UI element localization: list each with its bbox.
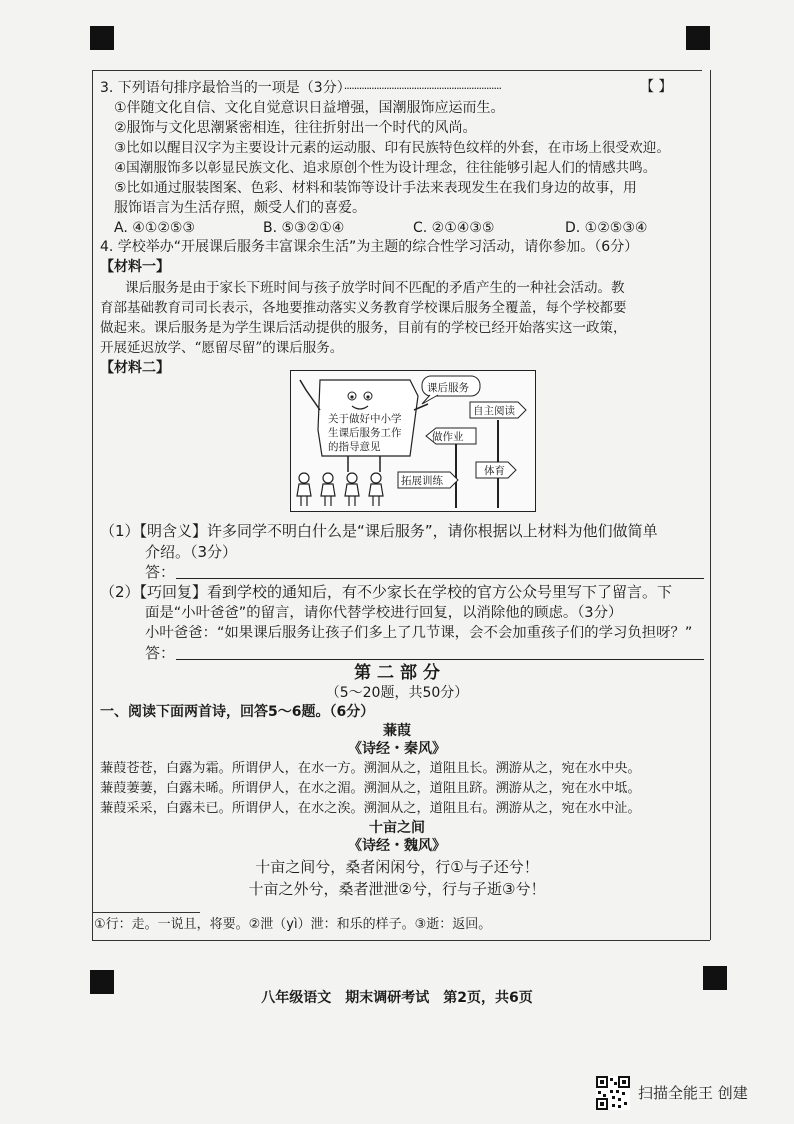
footnote: ①行：走。一说且，将要。②泄（yì）泄：和乐的样子。③逝：返回。 (94, 917, 492, 932)
q4-part1-answer-label: 答： (145, 563, 176, 581)
material-1-line-1: 课后服务是由于家长下班时间与孩子放学时间不匹配的矛盾产生的一种社会活动。教 (125, 280, 625, 296)
q3-sentence-2: ②服饰与文化思潮紧密相连，往往折射出一个时代的风尚。 (114, 120, 477, 136)
sign-sports-label: 体育 (484, 465, 505, 477)
q3-option-b[interactable]: B. ⑤③②①④ (263, 220, 345, 236)
material-1-line-3: 做起来。课后服务是为学生课后活动提供的服务，目前有的学校已经开始落实这一政策， (100, 320, 627, 336)
speech-bubble-text: 课后服务 (427, 382, 469, 394)
document-text-line-2: 生课后服务工作 (328, 427, 402, 439)
footnote-separator (92, 912, 200, 913)
q3-sentence-4: ④国潮服饰多以彰显民族文化、追求原创个性为设计理念，往往能够引起人们的情感共鸣。 (114, 160, 657, 176)
sign-homework-label: 做作业 (432, 431, 464, 443)
q3-stem (100, 80, 501, 98)
q4-part1-answer-line[interactable] (176, 578, 704, 579)
poem-2-line-2: 十亩之外兮，桑者泄泄②兮，行与子逝③兮！ (248, 880, 546, 898)
q3-option-d[interactable]: D. ①②⑤③④ (565, 220, 648, 236)
q3-option-c[interactable]: C. ②①④③⑤ (413, 220, 495, 236)
q4-part2-answer-label: 答： (145, 644, 176, 662)
document-text-line-1: 关于做好中小学 (328, 413, 402, 425)
q4-part2-answer-line[interactable] (176, 659, 704, 660)
frame-left-line (92, 70, 93, 940)
material-1-line-2: 育部基础教育司司长表示，各地要推动落实义务教育学校课后服务全覆盖，每个学校都要 (100, 300, 627, 316)
q3-sentence-1: ①伴随文化自信、文化自觉意识日益增强，国潮服饰应运而生。 (114, 100, 505, 116)
poem-1-title: 蒹葭 (383, 723, 411, 739)
material-2-illustration (290, 370, 536, 512)
q3-answer-bracket[interactable]: 【 】 (640, 79, 673, 95)
page-footer: 八年级语文 期末调研考试 第2页，共6页 (261, 990, 533, 1006)
poem-1-line-3: 蒹葭采采，白露未已。所谓伊人，在水之涘。溯洄从之，道阻且右。溯游从之，宛在水中沚。 (100, 801, 641, 816)
q3-dots: ······························································· (343, 82, 502, 95)
poem-2-line-1: 十亩之间兮，桑者闲闲兮，行①与子还兮！ (255, 858, 539, 876)
frame-top-line (92, 70, 702, 71)
poem-1-line-1: 蒹葭苍苍，白露为霜。所谓伊人，在水一方。溯洄从之，道阻且长。溯游从之，宛在水中央。 (100, 761, 641, 776)
scanner-watermark: 扫描全能王 创建 (638, 1084, 748, 1102)
part-2-title: 第 二 部 分 (354, 663, 440, 683)
q4-part1-line-2: 介绍。（3分） (145, 543, 238, 561)
q4-stem: 4. 学校举办“开展课后服务丰富课余生活”为主题的综合性学习活动，请你参加。（6分） (100, 239, 639, 255)
registration-mark-top-left (90, 26, 114, 50)
sign-reading-label: 自主阅读 (473, 405, 515, 417)
part-2-subtitle: （5～20题，共50分） (325, 685, 469, 701)
q3-sentence-5a: ⑤比如通过服装图案、色彩、材料和装饰等设计手法来表现发生在我们身边的故事，用 (114, 180, 637, 196)
qr-code-icon (596, 1076, 630, 1110)
document-text-line-3: 的指导意见 (328, 441, 381, 453)
q4-part1-line-1: （1）【明含义】许多同学不明白什么是“课后服务”，请你根据以上材料为他们做简单 (100, 522, 658, 540)
sign-training-label: 拓展训练 (401, 475, 443, 487)
q3-stem-text: 3. 下列语句排序最恰当的一项是（3分） (100, 80, 344, 96)
poem-1-line-2: 蒹葭萋萋，白露未晞。所谓伊人，在水之湄。溯洄从之，道阻且跻。溯游从之，宛在水中坻。 (100, 781, 641, 796)
registration-mark-top-right (686, 26, 710, 50)
q4-part2-line-1: （2）【巧回复】看到学校的通知后，有不少家长在学校的官方公众号里写下了留言。下 (100, 583, 673, 601)
q3-option-a[interactable]: A. ④①②⑤③ (114, 220, 195, 236)
q3-sentence-3: ③比如以醒目汉字为主要设计元素的运动服、印有民族特色纹样的外套，在市场上很受欢迎。 (114, 140, 670, 156)
q4-part2-line-3: 小叶爸爸：“如果课后服务让孩子们多上了几节课，会不会加重孩子们的学习负担呀？” (145, 625, 693, 641)
poem-2-source: 《诗经・魏风》 (348, 838, 446, 854)
material-2-title: 【材料二】 (100, 360, 170, 376)
poem-1-source: 《诗经・秦风》 (348, 741, 446, 757)
material-1-line-4: 开展延迟放学、“愿留尽留”的课后服务。 (100, 340, 344, 356)
frame-right-line (710, 70, 711, 940)
material-1-title: 【材料一】 (100, 259, 170, 275)
q4-part2-line-2: 面是“小叶爸爸”的留言，请你代替学校进行回复，以消除他的顾虑。（3分） (145, 605, 623, 621)
poem-2-title: 十亩之间 (369, 820, 425, 836)
frame-bottom-line (92, 940, 710, 941)
section-1-heading: 一、阅读下面两首诗，回答5～6题。（6分） (100, 704, 375, 720)
registration-mark-bottom-right (703, 966, 727, 990)
q3-sentence-5b: 服饰语言为生活存照，颇受人们的喜爱。 (114, 200, 366, 216)
